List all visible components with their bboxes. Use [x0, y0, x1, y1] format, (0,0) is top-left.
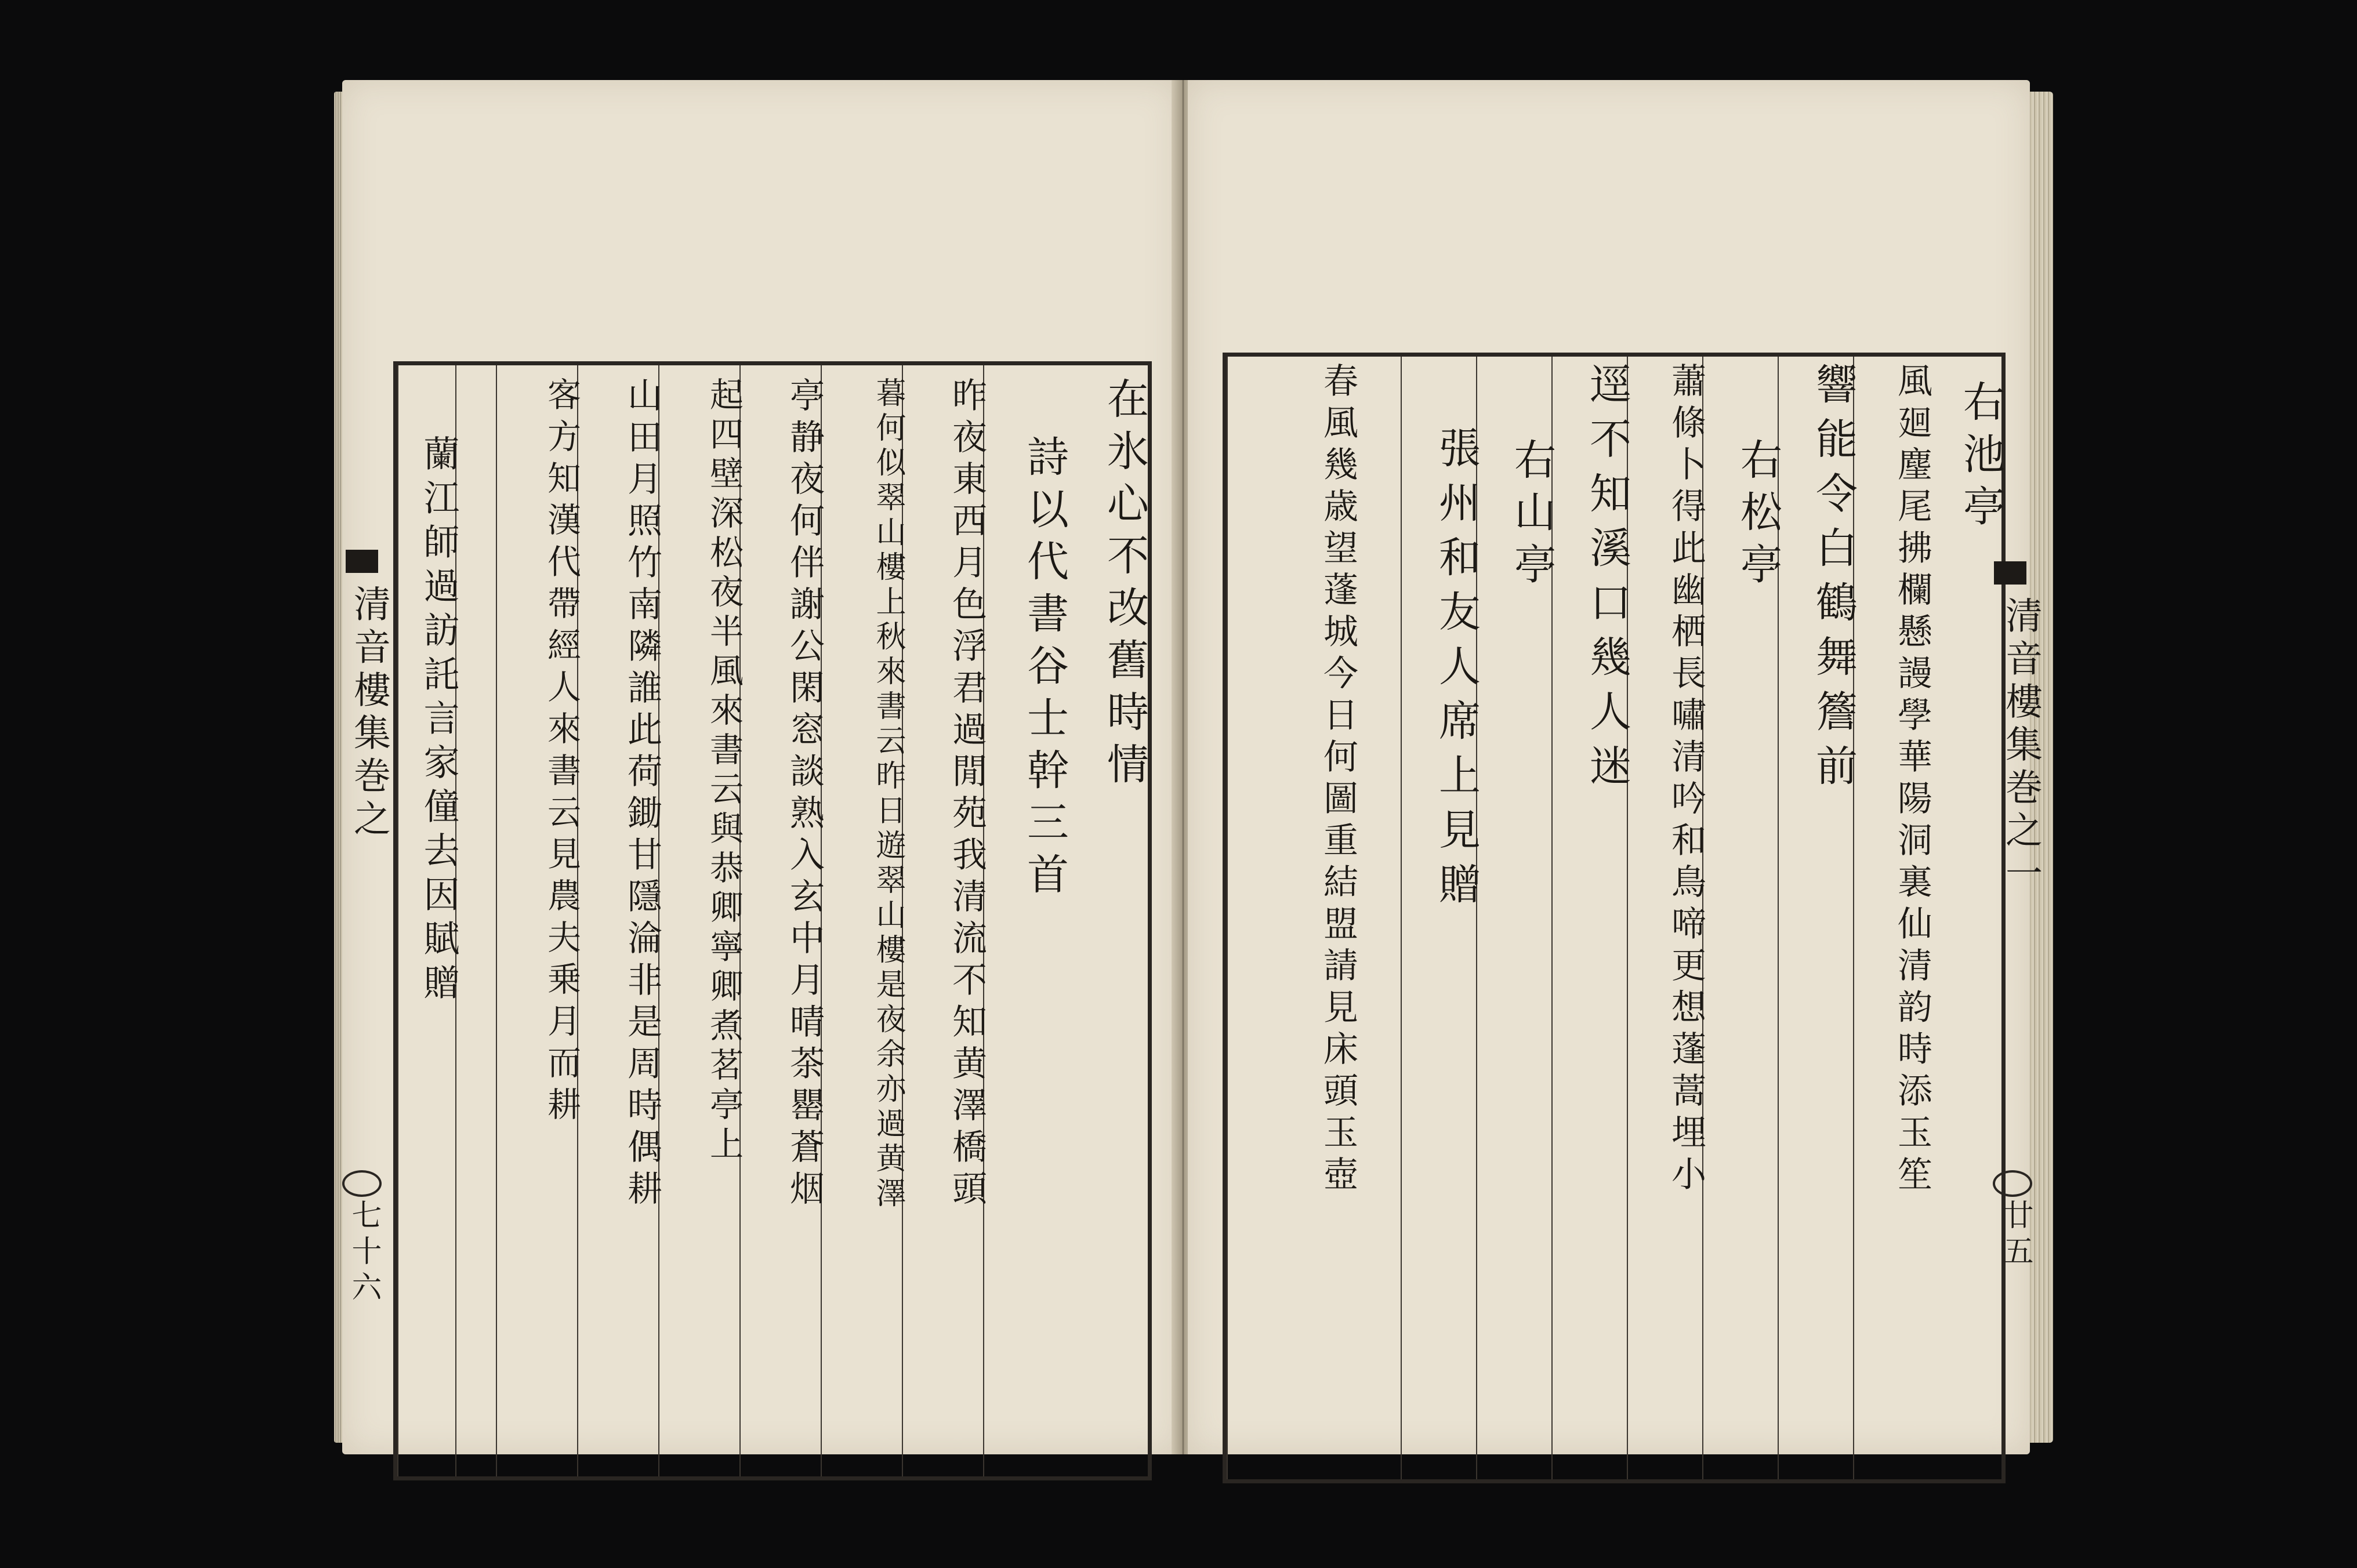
left-col-10: 蘭江師過訪託言家僮去因賦贈	[397, 365, 456, 1476]
left-text-frame	[393, 361, 1152, 1480]
right-col-2: 風廻麈尾拂欄懸謾學華陽洞裏仙清韵時添玉笙	[1853, 357, 1930, 1479]
left-col-9	[455, 365, 497, 1476]
open-book	[342, 74, 2053, 1466]
right-page	[1188, 80, 2042, 1454]
right-col-4: 右松亭	[1702, 357, 1779, 1479]
left-col-1: 在氷心不改舊時情	[1100, 377, 1149, 794]
right-col-6: 逕不知溪口幾人迷	[1551, 357, 1628, 1479]
right-col-9: 春風幾歳望蓬城今日何圖重結盟請見床頭玉壺	[1227, 357, 1402, 1479]
left-col-7: 山田月照竹南隣誰此荷鋤甘隱淪非是周時偶耕	[577, 365, 659, 1476]
margin-block-mark	[346, 550, 378, 573]
right-col-1: 右池亭	[1956, 380, 2005, 536]
left-col-5: 亭静夜何伴謝公閑窓談熟入玄中月晴茶罌蒼烟	[739, 365, 822, 1476]
left-col-4: 暮何似翠山樓上秋來書云昨日遊翠山樓是夜余亦過黄澤	[821, 365, 903, 1476]
right-col-7: 右山亭	[1476, 357, 1553, 1479]
left-col-6: 起四壁深松夜半風來書云與恭卿寧卿煮茗亭上	[658, 365, 741, 1476]
folio-circle	[1993, 1170, 2032, 1197]
left-col-8: 客方知漢代帶經人來書云見農夫乗月而耕	[496, 365, 578, 1476]
left-margin-title: 清音樓集巻之	[347, 585, 390, 842]
left-page	[342, 80, 1178, 1454]
margin-block-mark	[1994, 561, 2026, 585]
left-col-2: 詩以代書谷士幹三首	[983, 365, 1065, 1476]
right-margin-title: 清音樓集巻之一	[1999, 596, 2042, 896]
left-folio: 七十六	[346, 1199, 381, 1307]
right-col-3: 響能令白鶴舞簷前	[1778, 357, 1854, 1479]
right-col-5: 蕭條卜得此幽栖長嘯清吟和鳥啼更想蓬蒿埋小	[1627, 357, 1703, 1479]
left-col-3: 昨夜東西月色浮君過閒苑我清流不知黄澤橋頭	[902, 365, 984, 1476]
right-col-8: 張州和友人席上見贈	[1401, 357, 1477, 1479]
folio-circle	[342, 1170, 382, 1197]
right-text-frame	[1223, 353, 2006, 1483]
right-folio: 廿五	[1998, 1199, 2033, 1271]
